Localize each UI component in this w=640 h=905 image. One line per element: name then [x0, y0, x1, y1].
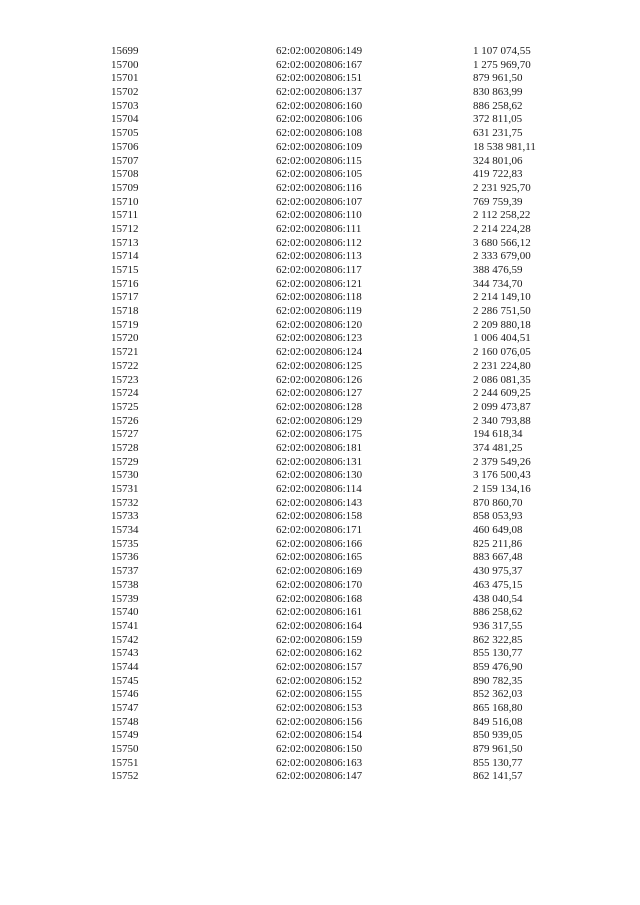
amount-cell: 883 667,48	[473, 551, 523, 564]
row-number-cell: 15730	[111, 469, 139, 482]
table-row	[0, 127, 640, 141]
row-number-cell: 15738	[111, 578, 139, 591]
cadastral-number-cell: 62:02:0020806:130	[276, 469, 363, 482]
row-number-cell: 15716	[111, 277, 139, 290]
cadastral-number-cell: 62:02:0020806:163	[276, 756, 363, 769]
table-row	[0, 716, 640, 730]
cadastral-number-cell: 62:02:0020806:169	[276, 565, 363, 578]
table-row	[0, 634, 640, 648]
table-row	[0, 661, 640, 675]
amount-cell: 2 214 224,28	[473, 222, 531, 235]
cadastral-number-cell: 62:02:0020806:160	[276, 99, 363, 112]
table-row	[0, 606, 640, 620]
row-number-cell: 15733	[111, 510, 139, 523]
table-row	[0, 593, 640, 607]
amount-cell: 865 168,80	[473, 702, 523, 714]
row-number-cell: 15707	[111, 154, 139, 167]
row-number-cell: 15712	[111, 222, 139, 235]
amount-cell: 825 211,86	[473, 537, 523, 550]
amount-cell: 2 112 258,22	[473, 209, 531, 222]
amount-cell: 388 476,59	[473, 264, 523, 276]
amount-cell: 862 141,57	[473, 770, 523, 783]
cadastral-number-cell: 62:02:0020806:117	[276, 264, 362, 276]
amount-cell: 852 362,03	[473, 688, 523, 701]
cadastral-number-cell: 62:02:0020806:170	[276, 578, 363, 591]
row-number-cell: 15744	[111, 660, 139, 673]
amount-cell: 830 863,99	[473, 86, 523, 99]
row-number-cell: 15732	[111, 496, 139, 509]
row-number-cell: 15735	[111, 537, 139, 550]
cadastral-number-cell: 62:02:0020806:181	[276, 441, 363, 454]
cadastral-number-cell: 62:02:0020806:112	[276, 236, 362, 249]
row-number-cell: 15751	[111, 756, 139, 769]
amount-cell: 2 231 224,80	[473, 359, 531, 372]
amount-cell: 879 961,50	[473, 743, 523, 756]
cadastral-number-cell: 62:02:0020806:110	[276, 209, 362, 222]
row-number-cell: 15713	[111, 236, 139, 249]
row-number-cell: 15705	[111, 127, 139, 140]
table-row	[0, 524, 640, 538]
row-number-cell: 15709	[111, 181, 139, 194]
table-row	[0, 456, 640, 470]
amount-cell: 2 160 076,05	[473, 346, 531, 359]
row-number-cell: 15728	[111, 441, 139, 454]
row-number-cell: 15701	[111, 72, 139, 85]
table-row	[0, 45, 640, 59]
cadastral-number-cell: 62:02:0020806:111	[276, 222, 362, 235]
cadastral-number-cell: 62:02:0020806:124	[276, 346, 363, 359]
amount-cell: 2 099 473,87	[473, 400, 531, 413]
table-row	[0, 647, 640, 661]
table-row	[0, 319, 640, 333]
row-number-cell: 15703	[111, 99, 139, 112]
row-number-cell: 15750	[111, 743, 139, 756]
amount-cell: 1 275 969,70	[473, 58, 531, 71]
row-number-cell: 15743	[111, 647, 139, 660]
amount-cell: 463 475,15	[473, 578, 523, 591]
amount-cell: 2 244 609,25	[473, 387, 531, 400]
table-row	[0, 209, 640, 223]
row-number-cell: 15708	[111, 168, 139, 181]
amount-cell: 460 649,08	[473, 524, 523, 537]
table-row	[0, 346, 640, 360]
amount-cell: 890 782,35	[473, 674, 523, 687]
row-number-cell: 15745	[111, 674, 139, 687]
row-number-cell: 15722	[111, 359, 139, 372]
cadastral-number-cell: 62:02:0020806:114	[276, 483, 362, 495]
cadastral-number-cell: 62:02:0020806:154	[276, 729, 363, 742]
amount-cell: 879 961,50	[473, 72, 523, 85]
row-number-cell: 15727	[111, 428, 139, 441]
row-number-cell: 15736	[111, 551, 139, 564]
amount-cell: 2 214 149,10	[473, 291, 531, 304]
row-number-cell: 15704	[111, 113, 139, 126]
amount-cell: 324 801,06	[473, 154, 523, 167]
row-number-cell: 15739	[111, 592, 139, 605]
table-row	[0, 332, 640, 346]
row-number-cell: 15720	[111, 332, 139, 345]
table-row	[0, 113, 640, 127]
table-row	[0, 579, 640, 593]
table-row	[0, 675, 640, 689]
cadastral-number-cell: 62:02:0020806:162	[276, 647, 363, 660]
row-number-cell: 15702	[111, 86, 139, 99]
amount-cell: 430 975,37	[473, 565, 523, 578]
cadastral-number-cell: 62:02:0020806:106	[276, 113, 363, 126]
table-row	[0, 86, 640, 100]
cadastral-number-cell: 62:02:0020806:137	[276, 86, 363, 99]
amount-cell: 936 317,55	[473, 619, 523, 632]
amount-cell: 859 476,90	[473, 660, 523, 673]
table-row	[0, 401, 640, 415]
row-number-cell: 15725	[111, 400, 139, 413]
amount-cell: 1 107 074,55	[473, 45, 531, 57]
table-row	[0, 100, 640, 114]
table-row	[0, 168, 640, 182]
cadastral-number-cell: 62:02:0020806:171	[276, 524, 363, 537]
amount-cell: 849 516,08	[473, 715, 523, 728]
row-number-cell: 15740	[111, 606, 139, 619]
table-row	[0, 264, 640, 278]
cadastral-number-cell: 62:02:0020806:109	[276, 140, 363, 153]
table-row	[0, 291, 640, 305]
row-number-cell: 15710	[111, 195, 139, 208]
amount-cell: 870 860,70	[473, 496, 523, 509]
amount-cell: 2 159 134,16	[473, 483, 531, 495]
cadastral-number-cell: 62:02:0020806:113	[276, 250, 362, 263]
table-row	[0, 223, 640, 237]
cadastral-number-cell: 62:02:0020806:165	[276, 551, 363, 564]
cadastral-number-cell: 62:02:0020806:153	[276, 702, 363, 714]
row-number-cell: 15699	[111, 45, 139, 57]
table-row	[0, 305, 640, 319]
amount-cell: 2 286 751,50	[473, 305, 531, 318]
cadastral-number-cell: 62:02:0020806:158	[276, 510, 363, 523]
cadastral-number-cell: 62:02:0020806:105	[276, 168, 363, 181]
table-row	[0, 620, 640, 634]
cadastral-number-cell: 62:02:0020806:151	[276, 72, 363, 85]
cadastral-number-cell: 62:02:0020806:123	[276, 332, 363, 345]
table-row	[0, 688, 640, 702]
table-row	[0, 278, 640, 292]
row-number-cell: 15711	[111, 209, 139, 222]
table-row	[0, 538, 640, 552]
row-number-cell: 15714	[111, 250, 139, 263]
row-number-cell: 15752	[111, 770, 139, 783]
amount-cell: 2 209 880,18	[473, 318, 531, 331]
cadastral-number-cell: 62:02:0020806:131	[276, 455, 363, 468]
amount-cell: 3 680 566,12	[473, 236, 531, 249]
table-row	[0, 469, 640, 483]
cadastral-number-cell: 62:02:0020806:152	[276, 674, 363, 687]
cadastral-number-cell: 62:02:0020806:155	[276, 688, 363, 701]
amount-cell: 862 322,85	[473, 633, 523, 646]
table-row	[0, 483, 640, 497]
row-number-cell: 15724	[111, 387, 139, 400]
cadastral-number-cell: 62:02:0020806:150	[276, 743, 363, 756]
table-row	[0, 237, 640, 251]
row-number-cell: 15742	[111, 633, 139, 646]
cadastral-number-cell: 62:02:0020806:121	[276, 277, 363, 290]
table-row	[0, 182, 640, 196]
cadastral-number-cell: 62:02:0020806:120	[276, 318, 363, 331]
amount-cell: 419 722,83	[473, 168, 523, 181]
row-number-cell: 15700	[111, 58, 139, 71]
cadastral-number-cell: 62:02:0020806:164	[276, 619, 363, 632]
cadastral-number-cell: 62:02:0020806:149	[276, 45, 363, 57]
amount-cell: 344 734,70	[473, 277, 523, 290]
amount-cell: 2 086 081,35	[473, 373, 531, 386]
row-number-cell: 15746	[111, 688, 139, 701]
row-number-cell: 15726	[111, 414, 139, 427]
table-row	[0, 497, 640, 511]
row-number-cell: 15734	[111, 524, 139, 537]
table-row	[0, 250, 640, 264]
amount-cell: 850 939,05	[473, 729, 523, 742]
table-row	[0, 415, 640, 429]
cadastral-number-cell: 62:02:0020806:127	[276, 387, 363, 400]
cadastral-number-cell: 62:02:0020806:161	[276, 606, 363, 619]
cadastral-number-cell: 62:02:0020806:167	[276, 58, 363, 71]
cadastral-number-cell: 62:02:0020806:157	[276, 660, 363, 673]
cadastral-number-cell: 62:02:0020806:116	[276, 181, 362, 194]
table-row	[0, 59, 640, 73]
table-row	[0, 551, 640, 565]
table-row	[0, 442, 640, 456]
row-number-cell: 15741	[111, 619, 139, 632]
amount-cell: 2 340 793,88	[473, 414, 531, 427]
row-number-cell: 15737	[111, 565, 139, 578]
row-number-cell: 15717	[111, 291, 139, 304]
amount-cell: 18 538 981,11	[473, 140, 536, 153]
row-number-cell: 15721	[111, 346, 139, 359]
table-row	[0, 360, 640, 374]
table-row	[0, 428, 640, 442]
amount-cell: 858 053,93	[473, 510, 523, 523]
cadastral-number-cell: 62:02:0020806:168	[276, 592, 363, 605]
row-number-cell: 15748	[111, 715, 139, 728]
cadastral-number-cell: 62:02:0020806:126	[276, 373, 363, 386]
cadastral-number-cell: 62:02:0020806:166	[276, 537, 363, 550]
table-row	[0, 155, 640, 169]
data-table	[0, 45, 640, 784]
cadastral-number-cell: 62:02:0020806:129	[276, 414, 363, 427]
amount-cell: 855 130,77	[473, 647, 523, 660]
table-row	[0, 510, 640, 524]
amount-cell: 855 130,77	[473, 756, 523, 769]
amount-cell: 374 481,25	[473, 441, 523, 454]
cadastral-number-cell: 62:02:0020806:143	[276, 496, 363, 509]
amount-cell: 438 040,54	[473, 592, 523, 605]
table-row	[0, 387, 640, 401]
cadastral-number-cell: 62:02:0020806:125	[276, 359, 363, 372]
amount-cell: 769 759,39	[473, 195, 523, 208]
table-row	[0, 196, 640, 210]
amount-cell: 631 231,75	[473, 127, 523, 140]
cadastral-number-cell: 62:02:0020806:107	[276, 195, 363, 208]
amount-cell: 886 258,62	[473, 606, 523, 619]
cadastral-number-cell: 62:02:0020806:175	[276, 428, 363, 441]
table-row	[0, 757, 640, 771]
table-row	[0, 729, 640, 743]
cadastral-number-cell: 62:02:0020806:118	[276, 291, 362, 304]
table-row	[0, 72, 640, 86]
row-number-cell: 15731	[111, 483, 139, 495]
cadastral-number-cell: 62:02:0020806:156	[276, 715, 363, 728]
cadastral-number-cell: 62:02:0020806:115	[276, 154, 362, 167]
row-number-cell: 15729	[111, 455, 139, 468]
amount-cell: 2 379 549,26	[473, 455, 531, 468]
amount-cell: 2 333 679,00	[473, 250, 531, 263]
table-row	[0, 141, 640, 155]
row-number-cell: 15723	[111, 373, 139, 386]
table-row	[0, 743, 640, 757]
table-row	[0, 374, 640, 388]
row-number-cell: 15715	[111, 264, 139, 276]
row-number-cell: 15718	[111, 305, 139, 318]
amount-cell: 3 176 500,43	[473, 469, 531, 482]
table-row	[0, 770, 640, 784]
cadastral-number-cell: 62:02:0020806:128	[276, 400, 363, 413]
cadastral-number-cell: 62:02:0020806:147	[276, 770, 363, 783]
amount-cell: 1 006 404,51	[473, 332, 531, 345]
cadastral-number-cell: 62:02:0020806:159	[276, 633, 363, 646]
amount-cell: 886 258,62	[473, 99, 523, 112]
row-number-cell: 15706	[111, 140, 139, 153]
amount-cell: 194 618,34	[473, 428, 523, 441]
table-row	[0, 702, 640, 716]
table-row	[0, 565, 640, 579]
amount-cell: 372 811,05	[473, 113, 523, 126]
amount-cell: 2 231 925,70	[473, 181, 531, 194]
cadastral-number-cell: 62:02:0020806:108	[276, 127, 363, 140]
row-number-cell: 15749	[111, 729, 139, 742]
row-number-cell: 15719	[111, 318, 139, 331]
cadastral-number-cell: 62:02:0020806:119	[276, 305, 362, 318]
row-number-cell: 15747	[111, 702, 139, 714]
